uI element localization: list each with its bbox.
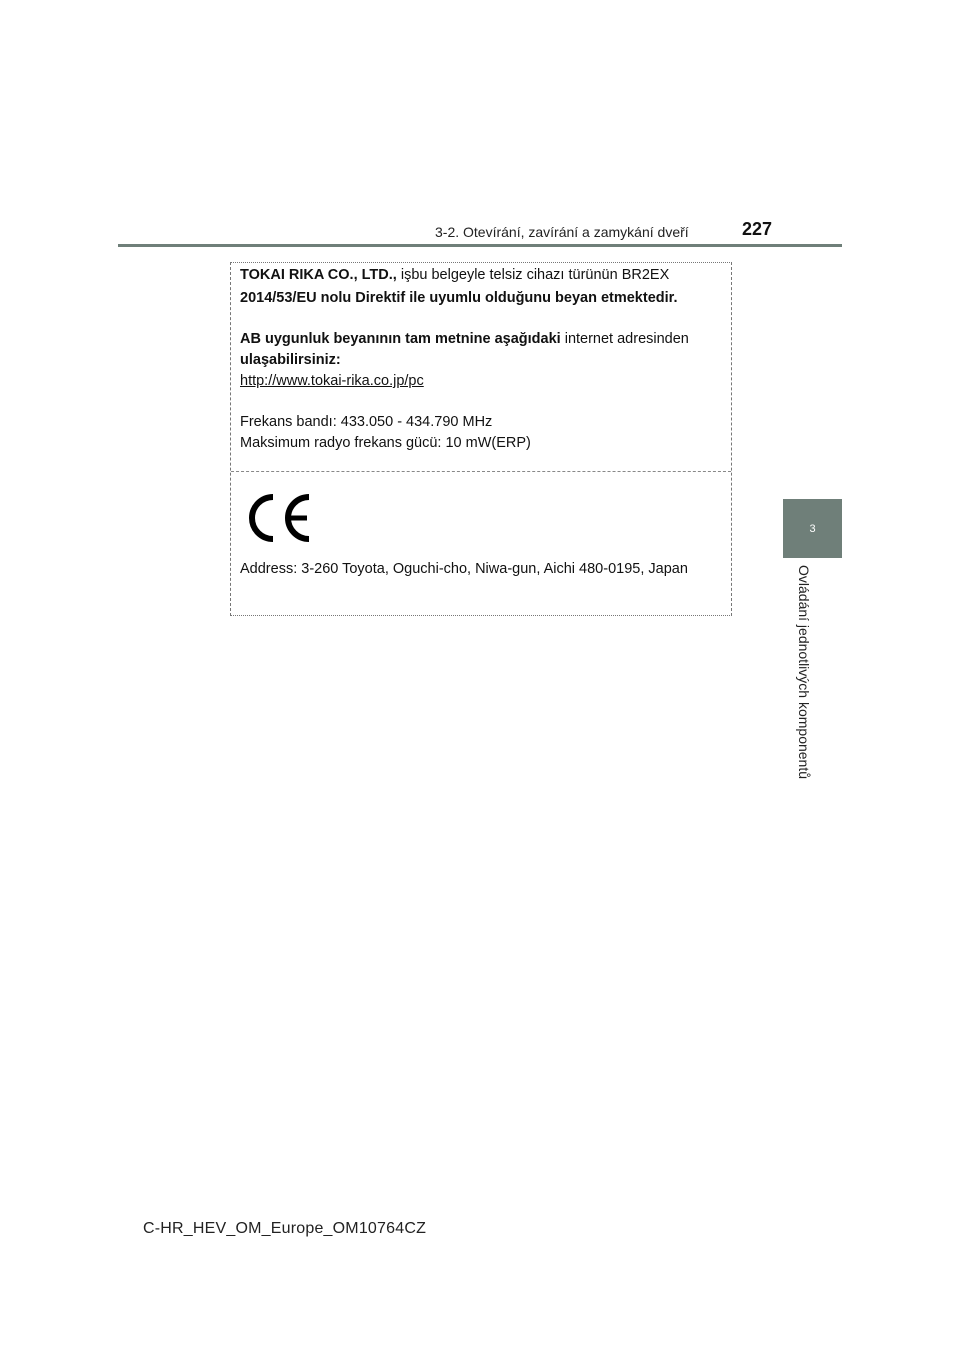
declaration-line-1 — [240, 267, 669, 283]
manufacturer-address: Address: 3-260 Toyota, Oguchi-cho, Niwa-gun, Aichi 480-0195, Japan — [240, 561, 688, 577]
declaration-box — [230, 262, 732, 616]
section-title: 3-2. Otevírání, zavírání a zamykání dveří — [435, 224, 689, 240]
chapter-number: 3 — [809, 522, 816, 535]
max-power: Maksimum radyo frekans gücü: 10 mW(ERP) — [240, 435, 531, 451]
header-rule — [118, 244, 842, 247]
declaration-line-3-rest: internet adresinden — [560, 331, 689, 347]
chapter-label: Ovládání jednotlivých komponentů — [796, 565, 812, 780]
box-divider — [231, 471, 731, 472]
declaration-line-3-bold: AB uygunluk beyanının tam metnine aşağıdaki — [240, 331, 561, 347]
chapter-tab — [783, 499, 842, 558]
declaration-line-3 — [240, 331, 689, 347]
ce-address-section — [231, 473, 731, 615]
ce-mark-icon — [245, 491, 315, 545]
page-number: 227 — [742, 219, 773, 239]
company-name: TOKAI RIKA CO., LTD., — [240, 267, 397, 283]
declaration-line-2: 2014/53/EU nolu Direktif ile uyumlu olduğunu beyan etmektedir. — [240, 290, 678, 306]
declaration-line-4: ulaşabilirsiniz: — [240, 352, 341, 368]
declaration-link[interactable]: http://www.tokai-rika.co.jp/pc — [240, 373, 424, 389]
document-code: C-HR_HEV_OM_Europe_OM10764CZ — [143, 1220, 427, 1237]
declaration-text-section — [231, 263, 731, 471]
frequency-band: Frekans bandı: 433.050 - 434.790 MHz — [240, 414, 493, 430]
declaration-line-1-rest: işbu belgeyle telsiz cihazı türünün BR2EX — [396, 267, 670, 283]
